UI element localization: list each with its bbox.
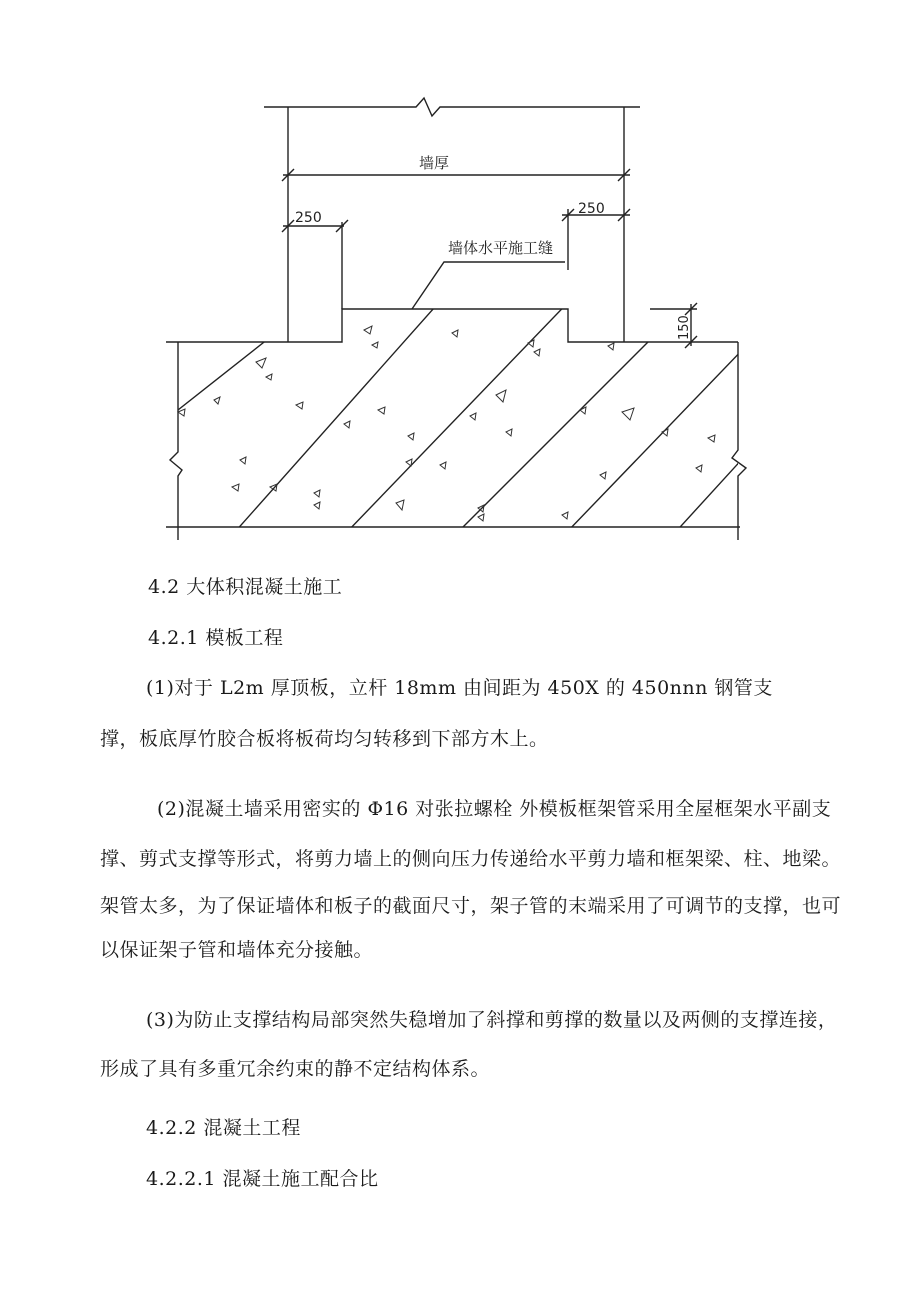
step-height-label: 150 xyxy=(677,315,692,340)
left-offset-label: 250 xyxy=(295,210,322,226)
para-2-line-2: 撑、剪式支撑等形式，将剪力墙上的侧向压力传递给水平剪力墙和框架梁、柱、地梁。 xyxy=(100,848,842,870)
para-1-line-1: (1)对于 L2m 厚顶板，立杆 18mm 由间距为 450X 的 450nnn 钢管支 xyxy=(146,677,773,699)
para-3-line-1: (3)为防止支撑结构局部突然失稳增加了斜撑和剪撑的数量以及两侧的支撑连接， xyxy=(146,1009,838,1031)
concrete-hatch xyxy=(178,290,860,560)
para-2-line-4: 以保证架子管和墙体充分接触。 xyxy=(100,939,374,961)
heading-4-2-2: 4.2.2 混凝土工程 xyxy=(146,1117,301,1139)
joint-leader-line xyxy=(412,262,565,309)
slab-right-break xyxy=(732,342,746,540)
construction-joint-drawing xyxy=(0,0,920,560)
para-3-line-2: 形成了具有多重冗余约束的静不定结构体系。 xyxy=(100,1058,491,1080)
wall-thickness-label: 墙厚 xyxy=(418,154,450,172)
slab-outline xyxy=(166,309,738,342)
heading-4-2-1: 4.2.1 模板工程 xyxy=(148,627,284,649)
slab-left-break xyxy=(170,342,182,540)
para-1-line-2: 撑，板底厚竹胶合板将板荷均匀转移到下部方木上。 xyxy=(100,728,549,750)
right-offset-label: 250 xyxy=(578,201,605,217)
top-break-line xyxy=(264,98,640,116)
joint-label: 墙体水平施工缝 xyxy=(448,239,554,257)
para-2-line-3: 架管太多，为了保证墙体和板子的截面尺寸，架子管的末端采用了可调节的支撑，也可 xyxy=(100,895,842,917)
heading-4-2-2-1: 4.2.2.1 混凝土施工配合比 xyxy=(146,1168,379,1190)
para-2-line-1: (2)混凝土墙采用密实的 Φ16 对张拉螺栓 外模板框架管采用全屋框架水平副支 xyxy=(157,798,832,820)
heading-4-2: 4.2 大体积混凝土施工 xyxy=(148,576,343,598)
